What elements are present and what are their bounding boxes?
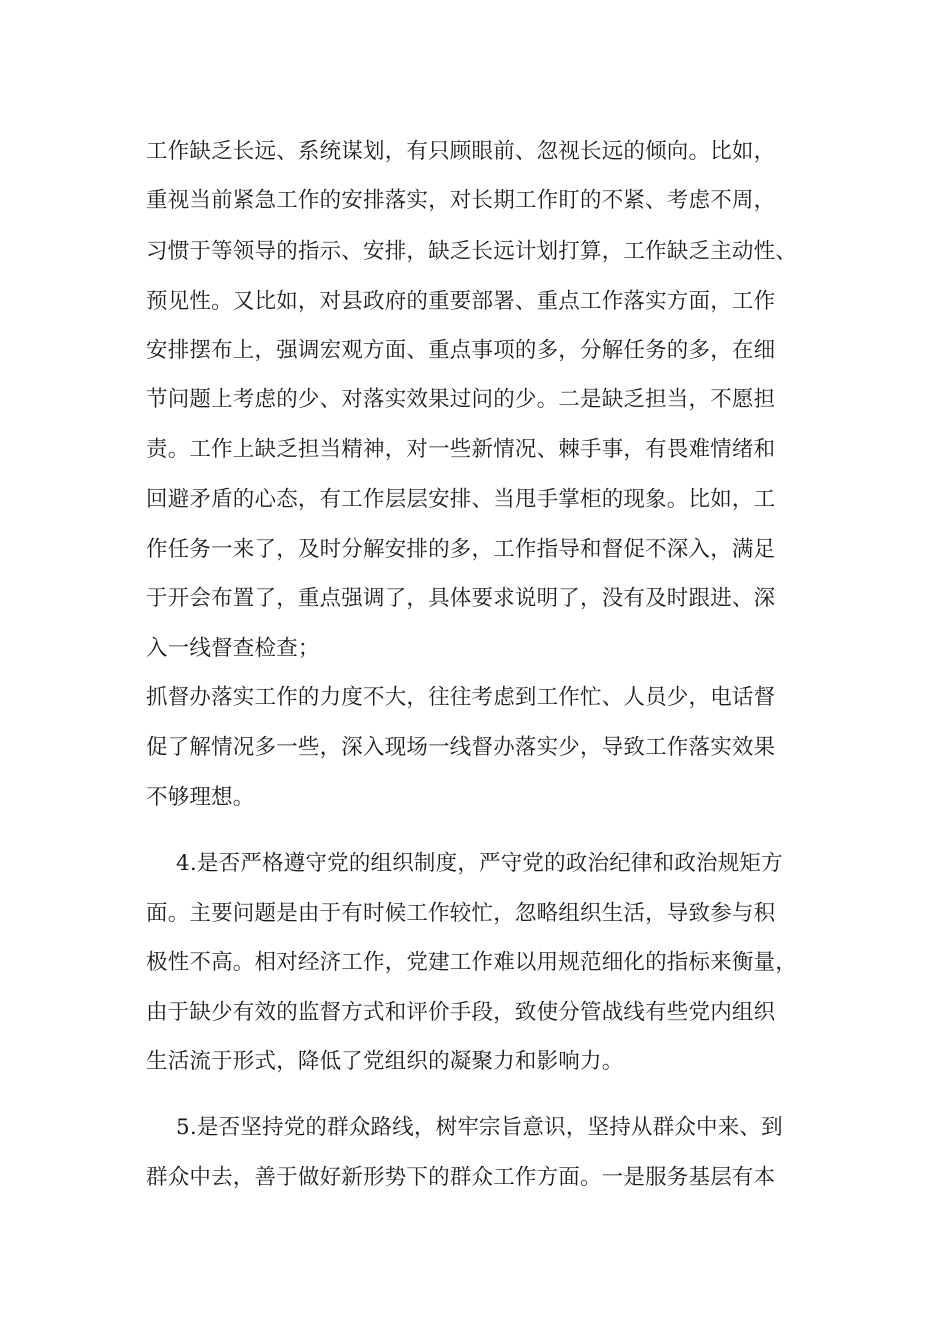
text-line: 于开会布置了，重点强调了，具体要求说明了，没有及时跟进、深: [146, 586, 776, 611]
text-line: 由于缺少有效的监督方式和评价手段，致使分管战线有些党内组织: [146, 1000, 776, 1025]
text-line: 面。主要问题是由于有时候工作较忙，忽略组织生活，导致参与积: [146, 901, 776, 926]
text-line: 工作缺乏长远、系统谋划，有只顾眼前、忽视长远的倾向。比如，: [146, 139, 776, 164]
text-line: 促了解情况多一些，深入现场一线督办落实少，导致工作落实效果: [146, 735, 776, 760]
text-line: 回避矛盾的心态，有工作层层安排、当甩手掌柜的现象。比如，工: [146, 487, 776, 512]
text-line: 入一线督查检查；: [146, 636, 320, 661]
text-line: 节问题上考虑的少、对落实效果过问的少。二是缺乏担当，不愿担: [146, 387, 776, 412]
text-line: 群众中去，善于做好新形势下的群众工作方面。一是服务基层有本: [146, 1165, 776, 1190]
text-line: 责。工作上缺乏担当精神，对一些新情况、棘手事，有畏难情绪和: [146, 437, 776, 462]
text-line: 重视当前紧急工作的安排落实，对长期工作盯的不紧、考虑不周，: [146, 188, 776, 213]
text-line: 4.是否严格遵守党的组织制度，严守党的政治纪律和政治规矩方: [176, 851, 783, 876]
text-line: 5.是否坚持党的群众路线，树牢宗旨意识，坚持从群众中来、到: [176, 1115, 783, 1140]
text-line: 抓督办落实工作的力度不大，往往考虑到工作忙、人员少，电话督: [146, 685, 776, 710]
text-line: 极性不高。相对经济工作，党建工作难以用规范细化的指标来衡量，: [146, 950, 798, 975]
text-line: 安排摆布上，强调宏观方面、重点事项的多，分解任务的多，在细: [146, 338, 776, 363]
text-line: 生活流于形式，降低了党组织的凝聚力和影响力。: [146, 1049, 624, 1074]
text-line: 习惯于等领导的指示、安排，缺乏长远计划打算，工作缺乏主动性、: [146, 239, 798, 264]
text-line: 不够理想。: [146, 785, 255, 810]
text-line: 预见性。又比如，对县政府的重要部署、重点工作落实方面，工作: [146, 289, 776, 314]
text-line: 作任务一来了，及时分解安排的多，工作指导和督促不深入，满足: [146, 537, 776, 562]
